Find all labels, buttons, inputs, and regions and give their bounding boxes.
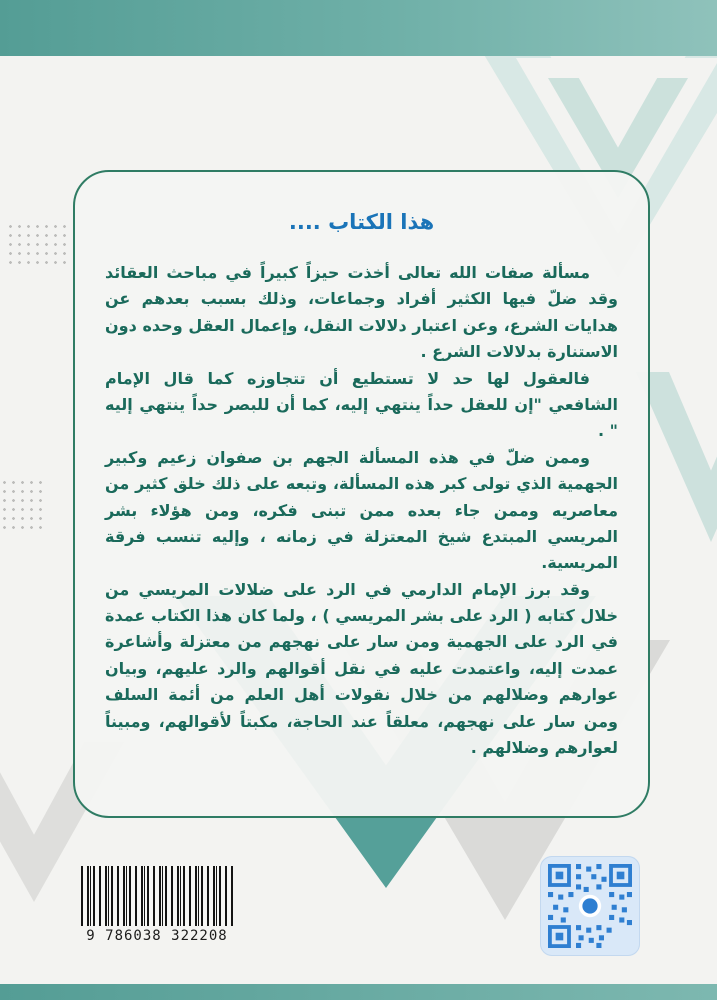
content-box — [73, 170, 650, 818]
book-title: هذا الكتاب .... — [288, 210, 435, 234]
bottom-teal-band — [0, 984, 717, 1000]
top-teal-band — [0, 0, 717, 56]
book-description — [105, 260, 618, 761]
barcode-bars — [81, 866, 233, 926]
qr-graphic — [548, 864, 632, 948]
isbn-barcode — [76, 866, 238, 944]
body-paragraph: فالعقول لها حد لا تستطيع أن تتجاوزه كما قال الإمام الشافعي "إن للعقل حداً ينتهي إليه، كما أن للبصر حداً ينتهي إليه " . — [105, 368, 618, 441]
body-paragraph: وقد برز الإمام الدارمي في الرد على ضلالات المريسي من خلال كتابه ( الرد على بشر المريسي ) ، ولما كان هذا الكتاب عمدة في الرد على الجهمية ومن سار على نهجهم من معتزلة وأشاعرة عمدت إليه، واعتمدت عليه في نقل أقوالهم والرد عليهم، وبيان عوارهم وضلالهم من خلال نقولات أهل العلم من أئمة السلف ومن سار على نهجهم، معلقاً عند الحاجة، مكبتاً لأقوالهم، ومبيناً لعوارهم وضلالهم . — [105, 579, 618, 758]
dots-pattern-upper — [6, 222, 68, 270]
body-paragraph: مسألة صفات الله تعالى أخذت حيزاً كبيراً في مباحث العقائد وقد ضلّ فيها الكثير أفراد وجماعات، وذلك بسبب بعدهم عن هدايات الشرع، وعن اعتبار دلالات النقل، وإعمال العقل وحده دون الاستنارة بدلالات الشرع . — [105, 263, 618, 362]
body-paragraph: وممن ضلّ في هذه المسألة الجهم بن صفوان زعيم وكبير الجهمية الذي تولى كبر هذه المسألة، وتبعه على ذلك خلق كثير من معاصريه وممن جاء بعده ممن تبنى فكره، ومن هؤلاء بشر المريسي المبتدع شيخ المعتزلة في زمانه ، وإليه تنسب فرقة المريسية. — [105, 447, 618, 573]
dots-pattern-lower — [0, 478, 48, 532]
barcode-number: 9 786038 322208 — [86, 928, 228, 944]
qr-code — [540, 856, 640, 956]
